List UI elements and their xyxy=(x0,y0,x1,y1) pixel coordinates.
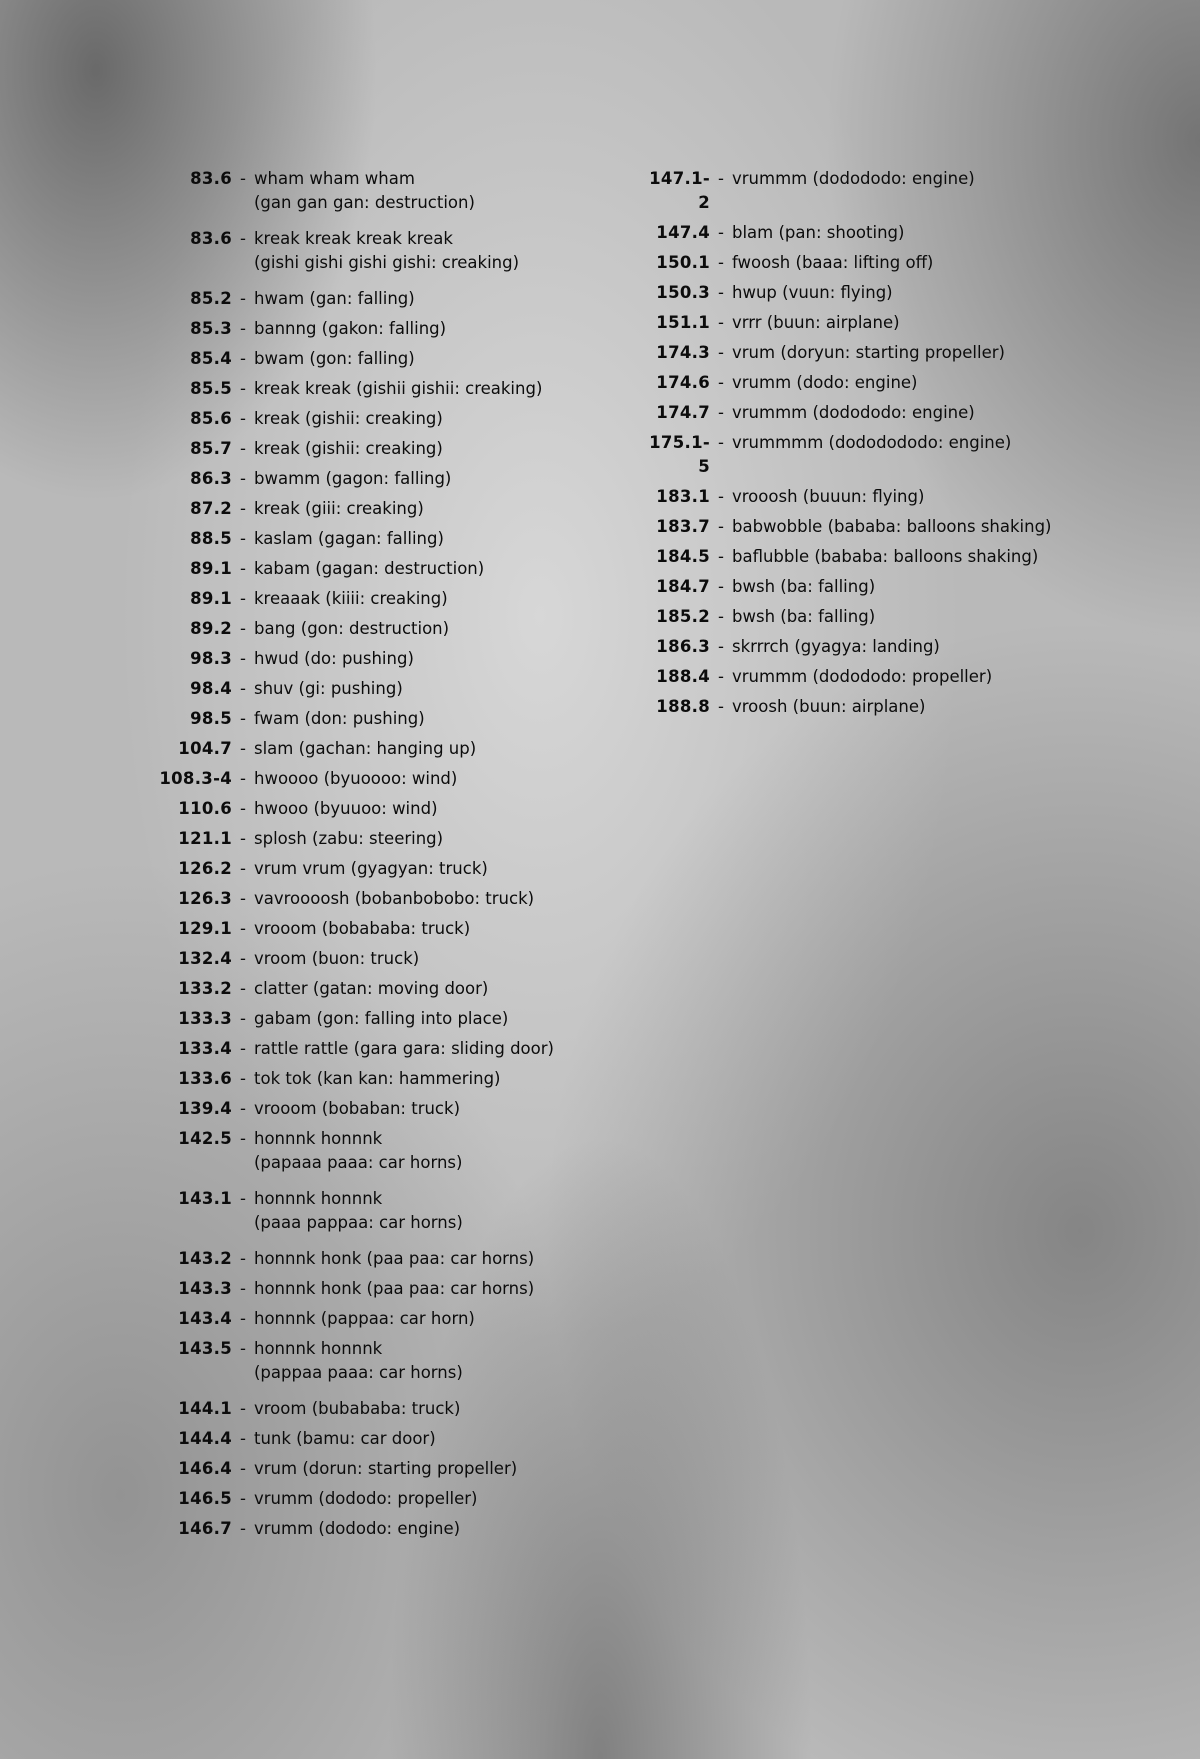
sfx-translation: kreak kreak (gishii gishii: creaking) xyxy=(254,379,543,398)
separator-dash: - xyxy=(240,1129,246,1148)
sfx-entry xyxy=(640,635,1052,659)
sfx-page-panel-number: 144.4 xyxy=(178,1429,232,1448)
sfx-page-panel-number: 129.1 xyxy=(178,919,232,938)
separator-dash: - xyxy=(240,229,246,248)
sfx-entry xyxy=(140,1127,554,1175)
separator-dash: - xyxy=(240,679,246,698)
sfx-entry xyxy=(640,515,1052,539)
sfx-translation: vroom (bubababa: truck) xyxy=(254,1399,461,1418)
sfx-translation: vrum (dorun: starting propeller) xyxy=(254,1459,518,1478)
sfx-entry xyxy=(140,827,554,851)
sfx-translation: vrum vrum (gyagyan: truck) xyxy=(254,859,488,878)
sfx-translation: shuv (gi: pushing) xyxy=(254,679,403,698)
sfx-entry xyxy=(140,407,554,431)
left-column xyxy=(140,167,554,1547)
separator-dash: - xyxy=(240,1429,246,1448)
separator-dash: - xyxy=(718,313,724,332)
sfx-entry xyxy=(140,467,554,491)
sfx-translation: hwoooo (byuoooo: wind) xyxy=(254,769,458,788)
separator-dash: - xyxy=(240,889,246,908)
sfx-entry xyxy=(140,1337,554,1385)
sfx-page-panel-number: 133.6 xyxy=(178,1069,232,1088)
separator-dash: - xyxy=(240,559,246,578)
separator-dash: - xyxy=(240,1009,246,1028)
sfx-entry xyxy=(140,647,554,671)
sfx-page-panel-number: 142.5 xyxy=(178,1129,232,1148)
sfx-translation: vrummm (dodododo: engine) xyxy=(732,403,975,422)
sfx-translation: kreak kreak kreak kreak (gishi gishi gishi gishi: creaking) xyxy=(254,229,520,272)
sfx-entry xyxy=(140,947,554,971)
sfx-translation: honnnk honnnk (papaaa paaa: car horns) xyxy=(254,1129,463,1172)
sfx-entry xyxy=(140,497,554,521)
sfx-entry xyxy=(640,665,1052,689)
sfx-page-panel-number: 150.1 xyxy=(656,253,710,272)
sfx-page-panel-number: 143.4 xyxy=(178,1309,232,1328)
sfx-page-panel-number: 83.6 xyxy=(190,229,232,248)
separator-dash: - xyxy=(718,253,724,272)
separator-dash: - xyxy=(240,1519,246,1538)
sfx-entry xyxy=(640,371,1052,395)
sfx-translation: bwam (gon: falling) xyxy=(254,349,415,368)
sfx-page-panel-number: 146.7 xyxy=(178,1519,232,1538)
separator-dash: - xyxy=(718,169,724,188)
sfx-translation: vrooosh (buuun: flying) xyxy=(732,487,925,506)
separator-dash: - xyxy=(240,1339,246,1358)
sfx-entry xyxy=(140,917,554,941)
sfx-translation: honnnk (pappaa: car horn) xyxy=(254,1309,475,1328)
sfx-translation: gabam (gon: falling into place) xyxy=(254,1009,509,1028)
separator-dash: - xyxy=(718,577,724,596)
sfx-translation: vrooom (bobababa: truck) xyxy=(254,919,471,938)
sfx-entry xyxy=(640,545,1052,569)
sfx-page-panel-number: 108.3-4 xyxy=(159,769,232,788)
sfx-entry xyxy=(140,557,554,581)
sfx-entry xyxy=(640,311,1052,335)
sfx-translation: rattle rattle (gara gara: sliding door) xyxy=(254,1039,554,1058)
separator-dash: - xyxy=(240,169,246,188)
sfx-translation: honnnk honk (paa paa: car horns) xyxy=(254,1279,535,1298)
sfx-translation: vavroooosh (bobanbobobo: truck) xyxy=(254,889,535,908)
sfx-page-panel-number: 150.3 xyxy=(656,283,710,302)
sfx-translation: bang (gon: destruction) xyxy=(254,619,450,638)
sfx-translation: bwsh (ba: falling) xyxy=(732,607,876,626)
sfx-page-panel-number: 87.2 xyxy=(190,499,232,518)
sfx-page-panel-number: 85.2 xyxy=(190,289,232,308)
separator-dash: - xyxy=(240,949,246,968)
sfx-translation: vrrr (buun: airplane) xyxy=(732,313,900,332)
sfx-page-panel-number: 85.5 xyxy=(190,379,232,398)
sfx-entry xyxy=(140,1397,554,1421)
sfx-translation: kreak (giii: creaking) xyxy=(254,499,424,518)
sfx-entry xyxy=(140,437,554,461)
sfx-entry xyxy=(140,767,554,791)
right-column xyxy=(640,167,1052,725)
sfx-translation: kaslam (gagan: falling) xyxy=(254,529,444,548)
sfx-translation: bannng (gakon: falling) xyxy=(254,319,447,338)
separator-dash: - xyxy=(718,697,724,716)
separator-dash: - xyxy=(240,619,246,638)
sfx-page-panel-number: 121.1 xyxy=(178,829,232,848)
sfx-entry xyxy=(140,167,554,215)
sfx-page-panel-number: 85.7 xyxy=(190,439,232,458)
sfx-translation: vrumm (dododo: propeller) xyxy=(254,1489,478,1508)
sfx-page-panel-number: 98.4 xyxy=(190,679,232,698)
sfx-entry xyxy=(140,1487,554,1511)
sfx-page-panel-number: 88.5 xyxy=(190,529,232,548)
sfx-page-panel-number: 143.3 xyxy=(178,1279,232,1298)
sfx-translation: clatter (gatan: moving door) xyxy=(254,979,489,998)
sfx-entry xyxy=(140,887,554,911)
sfx-translation: hwam (gan: falling) xyxy=(254,289,415,308)
sfx-entry xyxy=(640,605,1052,629)
sfx-translation: skrrrch (gyagya: landing) xyxy=(732,637,940,656)
separator-dash: - xyxy=(718,373,724,392)
separator-dash: - xyxy=(240,379,246,398)
separator-dash: - xyxy=(718,487,724,506)
sfx-translation: hwooo (byuuoo: wind) xyxy=(254,799,438,818)
separator-dash: - xyxy=(240,769,246,788)
sfx-page-panel-number: 183.7 xyxy=(656,517,710,536)
sfx-page-panel-number: 174.3 xyxy=(656,343,710,362)
sfx-page-panel-number: 146.4 xyxy=(178,1459,232,1478)
sfx-page-panel-number: 143.5 xyxy=(178,1339,232,1358)
separator-dash: - xyxy=(240,1039,246,1058)
sfx-entry xyxy=(140,587,554,611)
sfx-page-panel-number: 143.1 xyxy=(178,1189,232,1208)
sfx-page-panel-number: 188.4 xyxy=(656,667,710,686)
sfx-page-panel-number: 174.7 xyxy=(656,403,710,422)
sfx-entry xyxy=(640,167,1052,215)
separator-dash: - xyxy=(240,829,246,848)
sfx-entry xyxy=(140,1427,554,1451)
separator-dash: - xyxy=(240,649,246,668)
sfx-page-panel-number: 85.4 xyxy=(190,349,232,368)
sfx-entry xyxy=(140,857,554,881)
sfx-translation: blam (pan: shooting) xyxy=(732,223,905,242)
sfx-entry xyxy=(140,977,554,1001)
sfx-entry xyxy=(140,1457,554,1481)
sfx-entry xyxy=(640,575,1052,599)
sfx-page-panel-number: 144.1 xyxy=(178,1399,232,1418)
sfx-entry xyxy=(140,1007,554,1031)
separator-dash: - xyxy=(240,1489,246,1508)
sfx-entry xyxy=(140,1517,554,1541)
sfx-page-panel-number: 133.3 xyxy=(178,1009,232,1028)
separator-dash: - xyxy=(240,409,246,428)
sfx-entry xyxy=(140,377,554,401)
separator-dash: - xyxy=(240,1399,246,1418)
sfx-entry xyxy=(140,347,554,371)
sfx-page-panel-number: 139.4 xyxy=(178,1099,232,1118)
sfx-translation: fwam (don: pushing) xyxy=(254,709,425,728)
separator-dash: - xyxy=(718,547,724,566)
sfx-entry xyxy=(640,221,1052,245)
sfx-page-panel-number: 147.4 xyxy=(656,223,710,242)
sfx-page-panel-number: 147.1-2 xyxy=(649,169,710,212)
sfx-entry xyxy=(140,707,554,731)
sfx-entry xyxy=(640,695,1052,719)
separator-dash: - xyxy=(240,1459,246,1478)
sfx-entry xyxy=(140,1067,554,1091)
sfx-translation: baflubble (bababa: balloons shaking) xyxy=(732,547,1039,566)
sfx-translation: vrooom (bobaban: truck) xyxy=(254,1099,461,1118)
sfx-page-panel-number: 104.7 xyxy=(178,739,232,758)
separator-dash: - xyxy=(718,637,724,656)
sfx-translation: babwobble (bababa: balloons shaking) xyxy=(732,517,1052,536)
sfx-entry xyxy=(640,431,1052,479)
sfx-entry xyxy=(140,1277,554,1301)
sfx-page-panel-number: 184.5 xyxy=(656,547,710,566)
sfx-translation: kreak (gishii: creaking) xyxy=(254,409,443,428)
sfx-translation: fwoosh (baaa: lifting off) xyxy=(732,253,934,272)
sfx-entry xyxy=(140,737,554,761)
sfx-page-panel-number: 89.2 xyxy=(190,619,232,638)
sfx-entry xyxy=(140,227,554,275)
sfx-page-panel-number: 98.3 xyxy=(190,649,232,668)
sfx-page-panel-number: 186.3 xyxy=(656,637,710,656)
sfx-entry xyxy=(140,1247,554,1271)
sfx-translation: kabam (gagan: destruction) xyxy=(254,559,485,578)
sfx-page-panel-number: 146.5 xyxy=(178,1489,232,1508)
sfx-page-panel-number: 86.3 xyxy=(190,469,232,488)
sfx-page-panel-number: 126.3 xyxy=(178,889,232,908)
sfx-page-panel-number: 185.2 xyxy=(656,607,710,626)
sfx-entry xyxy=(140,797,554,821)
sfx-translation: honnnk honnnk (paaa pappaa: car horns) xyxy=(254,1189,463,1232)
sfx-translation: honnnk honnnk (pappaa paaa: car horns) xyxy=(254,1339,463,1382)
sfx-entry xyxy=(140,677,554,701)
sfx-entry xyxy=(140,317,554,341)
sfx-page-panel-number: 188.8 xyxy=(656,697,710,716)
separator-dash: - xyxy=(718,283,724,302)
separator-dash: - xyxy=(718,607,724,626)
sfx-page-panel-number: 98.5 xyxy=(190,709,232,728)
sfx-entry xyxy=(140,1187,554,1235)
separator-dash: - xyxy=(240,289,246,308)
sfx-page-panel-number: 143.2 xyxy=(178,1249,232,1268)
separator-dash: - xyxy=(240,1279,246,1298)
sfx-translation: tok tok (kan kan: hammering) xyxy=(254,1069,501,1088)
sfx-entry xyxy=(640,485,1052,509)
sfx-entry xyxy=(140,1307,554,1331)
sfx-entry xyxy=(140,617,554,641)
sfx-translation: vrummm (dodododo: propeller) xyxy=(732,667,993,686)
separator-dash: - xyxy=(240,1309,246,1328)
separator-dash: - xyxy=(240,1249,246,1268)
sfx-translation: vroosh (buun: airplane) xyxy=(732,697,926,716)
sfx-entry xyxy=(640,401,1052,425)
sfx-translation: wham wham wham (gan gan gan: destruction) xyxy=(254,169,475,212)
sfx-page-panel-number: 89.1 xyxy=(190,589,232,608)
sfx-page-panel-number: 184.7 xyxy=(656,577,710,596)
sfx-page-panel-number: 175.1-5 xyxy=(649,433,710,476)
sfx-translation: kreaaak (kiiii: creaking) xyxy=(254,589,448,608)
separator-dash: - xyxy=(240,319,246,338)
sfx-translation: slam (gachan: hanging up) xyxy=(254,739,477,758)
separator-dash: - xyxy=(240,919,246,938)
sfx-entry xyxy=(140,287,554,311)
separator-dash: - xyxy=(240,859,246,878)
sfx-translation: vrum (doryun: starting propeller) xyxy=(732,343,1005,362)
sfx-page-panel-number: 85.6 xyxy=(190,409,232,428)
sfx-translation: vrummm (dodododo: engine) xyxy=(732,169,975,188)
sfx-page-panel-number: 110.6 xyxy=(178,799,232,818)
sfx-translation: hwup (vuun: flying) xyxy=(732,283,893,302)
separator-dash: - xyxy=(718,517,724,536)
separator-dash: - xyxy=(240,979,246,998)
sfx-translation: hwud (do: pushing) xyxy=(254,649,414,668)
sfx-page-panel-number: 151.1 xyxy=(656,313,710,332)
sfx-page-panel-number: 126.2 xyxy=(178,859,232,878)
separator-dash: - xyxy=(718,667,724,686)
separator-dash: - xyxy=(240,469,246,488)
sfx-translation: vroom (buon: truck) xyxy=(254,949,420,968)
sfx-page-panel-number: 133.2 xyxy=(178,979,232,998)
sfx-entry xyxy=(640,251,1052,275)
sfx-translation: vrumm (dododo: engine) xyxy=(254,1519,461,1538)
separator-dash: - xyxy=(240,439,246,458)
separator-dash: - xyxy=(718,343,724,362)
separator-dash: - xyxy=(240,1189,246,1208)
sfx-entry xyxy=(140,1037,554,1061)
separator-dash: - xyxy=(718,223,724,242)
separator-dash: - xyxy=(240,1069,246,1088)
separator-dash: - xyxy=(240,1099,246,1118)
sfx-translation: tunk (bamu: car door) xyxy=(254,1429,436,1448)
sfx-page-panel-number: 83.6 xyxy=(190,169,232,188)
sfx-entry xyxy=(640,341,1052,365)
separator-dash: - xyxy=(240,589,246,608)
sfx-translation: vrumm (dodo: engine) xyxy=(732,373,918,392)
sfx-entry xyxy=(640,281,1052,305)
sfx-page-panel-number: 132.4 xyxy=(178,949,232,968)
sfx-page-panel-number: 85.3 xyxy=(190,319,232,338)
separator-dash: - xyxy=(240,799,246,818)
separator-dash: - xyxy=(718,403,724,422)
sfx-translation: bwamm (gagon: falling) xyxy=(254,469,452,488)
sfx-translation: splosh (zabu: steering) xyxy=(254,829,444,848)
separator-dash: - xyxy=(718,433,724,452)
separator-dash: - xyxy=(240,709,246,728)
sfx-entry xyxy=(140,1097,554,1121)
sfx-translation: bwsh (ba: falling) xyxy=(732,577,876,596)
sfx-translation: honnnk honk (paa paa: car horns) xyxy=(254,1249,535,1268)
separator-dash: - xyxy=(240,349,246,368)
sfx-page-panel-number: 89.1 xyxy=(190,559,232,578)
sfx-translation: kreak (gishii: creaking) xyxy=(254,439,443,458)
separator-dash: - xyxy=(240,499,246,518)
sfx-entry xyxy=(140,527,554,551)
separator-dash: - xyxy=(240,739,246,758)
sfx-translation: vrummmm (dododododo: engine) xyxy=(732,433,1012,452)
separator-dash: - xyxy=(240,529,246,548)
sfx-page-panel-number: 183.1 xyxy=(656,487,710,506)
sfx-page-panel-number: 133.4 xyxy=(178,1039,232,1058)
sfx-page-panel-number: 174.6 xyxy=(656,373,710,392)
